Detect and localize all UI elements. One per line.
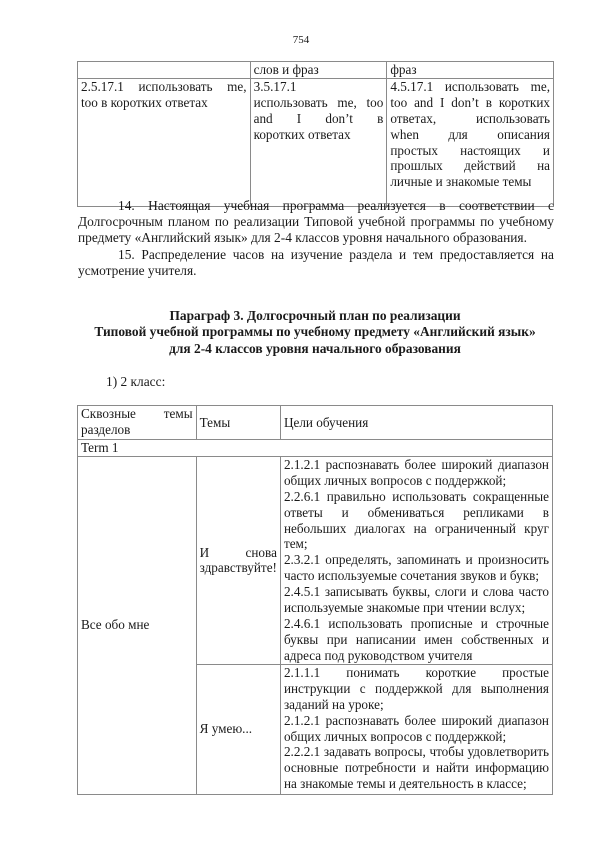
heading-line: для 2-4 классов уровня начального образования	[169, 340, 461, 356]
table-cell	[78, 62, 251, 79]
term-row	[78, 440, 553, 457]
term-label: Term 1	[78, 440, 553, 457]
paragraph-14: 14. Настоящая учебная программа реализуется в соответствии с Долгосрочным планом по реализации Типовой учебной программы по учебному предмету «Английский язык» для 2-4 классов уровня начального образования.	[78, 198, 554, 246]
grade4-objective-cell	[387, 78, 554, 206]
long-term-plan-table	[77, 405, 553, 795]
table-row	[78, 62, 554, 79]
table-header-row	[78, 406, 553, 440]
cell-line: 4.5.17.1 использовать me,	[390, 78, 550, 94]
cell-line: 2.5.17.1 использовать me,	[81, 78, 247, 94]
objective-item: 2.2.2.1 задавать вопросы, чтобы удовлетворить основные потребности и найти информацию на знакомые темы и деятельность в классе;	[283, 744, 549, 792]
heading-line: Параграф 3. Долгосрочный план по реализации	[169, 308, 461, 323]
objective-item: 2.4.6.1 использовать прописные и строчные буквы при написании имен собственных и адреса под руководством учителя	[283, 615, 549, 663]
table-cell: фраз	[387, 62, 554, 79]
topic-cell: И снова здравствуйте!	[196, 456, 280, 664]
cell-line: коротких ответах	[253, 126, 351, 142]
objective-item: 2.4.5.1 записывать буквы, слоги и слова часто используемые знакомые при чтении вслух;	[283, 584, 549, 616]
cell-line: простых настоящих и	[390, 142, 550, 158]
objective-item: 2.2.6.1 правильно использовать сокращенные ответы и обмениваться репликами в небольших диалогах на ограниченный круг тем;	[283, 488, 549, 552]
page-number: 754	[292, 34, 310, 46]
objective-item: 2.3.2.1 определять, запоминать и произносить часто используемые сочетания звуков и букв;	[283, 552, 549, 584]
cell-line: ответах, использовать	[390, 110, 550, 126]
cell-line: and I don’t в	[253, 110, 384, 126]
objective-item: 2.1.2.1 распознавать более широкий диапазон общих личных вопросов с поддержкой;	[283, 712, 549, 744]
topic-cell: Я умею...	[196, 664, 280, 794]
cell-line: 3.5.17.1	[253, 78, 297, 94]
cell-line: личные и знакомые темы	[390, 174, 532, 190]
grade-subheading: 1) 2 класс:	[106, 374, 166, 389]
cell-line: использовать me, too	[253, 94, 384, 110]
section-cell: Все обо мне	[78, 456, 197, 794]
objective-item: 2.1.2.1 распознавать более широкий диапазон общих личных вопросов с поддержкой;	[283, 456, 549, 488]
table-cell: слов и фраз	[250, 62, 387, 79]
header-objectives: Цели обучения	[280, 406, 552, 440]
objectives-cell	[280, 664, 552, 794]
objectives-cell	[280, 456, 552, 664]
grade3-objective-cell	[250, 78, 387, 206]
section-heading	[60, 308, 570, 357]
grade2-objective-cell	[78, 78, 251, 206]
table-row	[78, 78, 554, 206]
header-cross-topics: Сквозные темы разделов	[78, 406, 197, 440]
header-topics: Темы	[196, 406, 280, 440]
cell-line: when для описания	[390, 126, 550, 142]
heading-line: Типовой учебной программы по учебному предмету «Английский язык»	[94, 324, 536, 340]
objectives-continuation-table	[77, 61, 554, 207]
table-row	[78, 456, 553, 664]
cell-line: прошлых действий на	[390, 158, 550, 174]
objective-item: 2.1.1.1 понимать короткие простые инструкции с поддержкой для выполнения заданий на уроке;	[283, 664, 549, 712]
cell-line: too в коротких ответах	[81, 94, 208, 110]
paragraph-15: 15. Распределение часов на изучение раздела и тем предоставляется на усмотрение учителя.	[78, 247, 554, 279]
cell-line: too and I don’t в коротких	[390, 94, 550, 110]
